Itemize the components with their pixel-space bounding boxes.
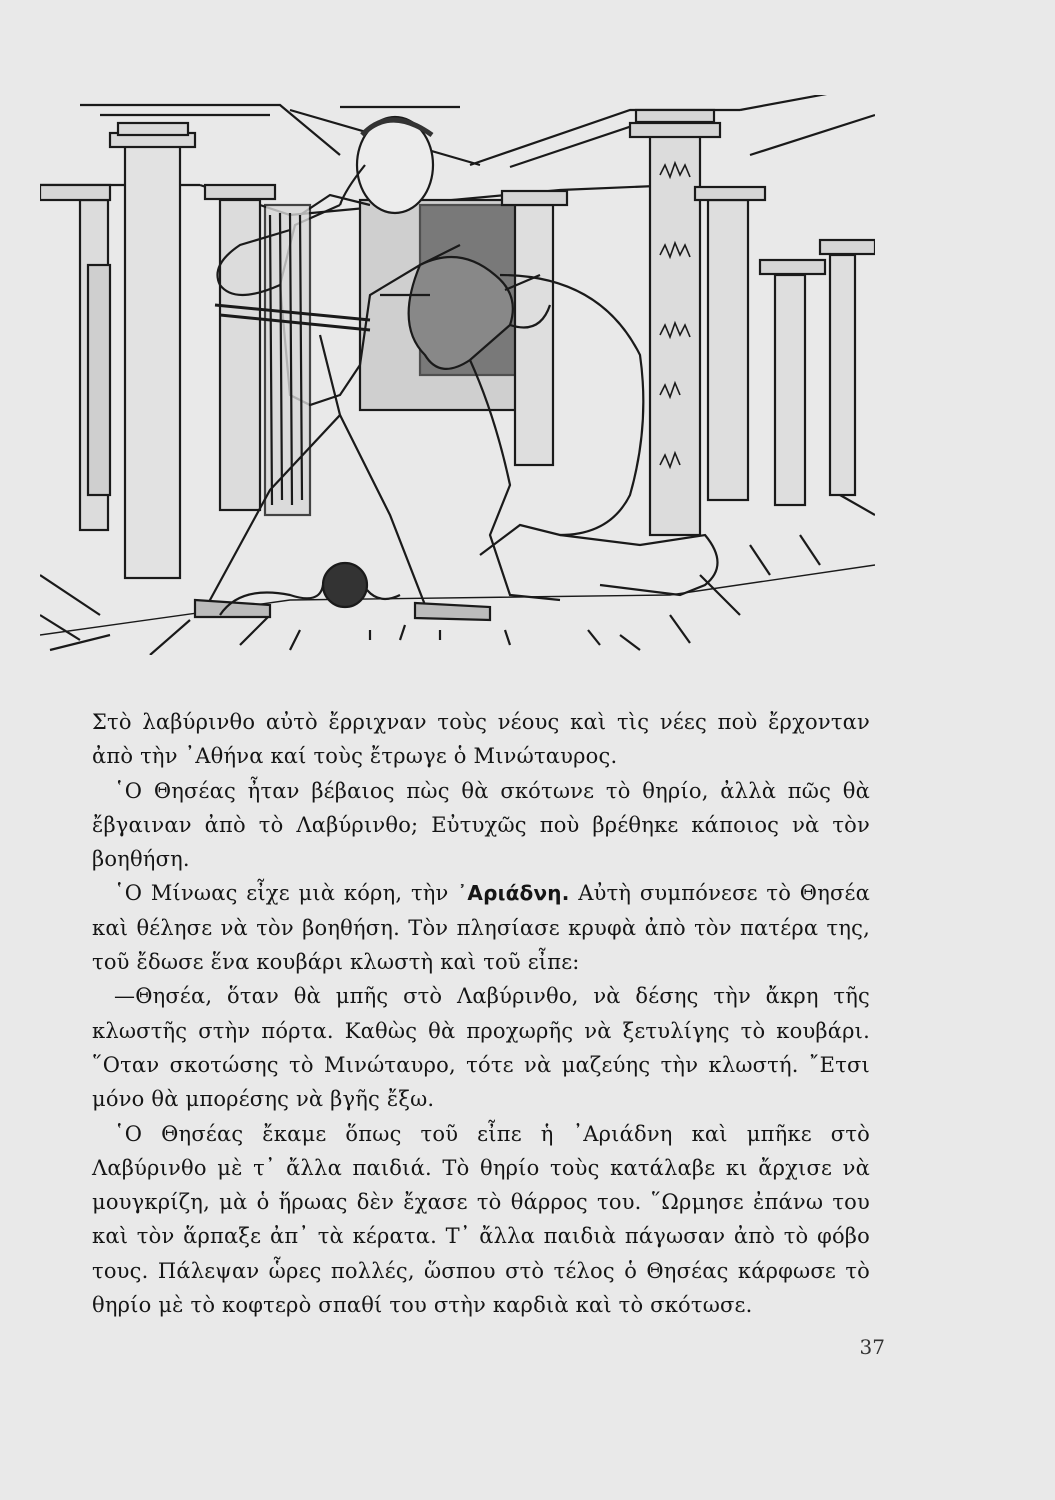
paragraph-3 [92, 876, 870, 979]
paragraph-1: Στὸ λαβύρινθο αὐτὸ ἔρριχναν τοὺς νέους καὶ τὶς νέες ποὺ ἔρχονταν ἀπὸ τὴν ᾿Αθήνα καί τοὺς ἔτρωγε ὁ Μινώταυρος. [92, 710, 870, 769]
ariadne-name: ᾿Αριάδνη. [457, 881, 570, 906]
page-number: 37 [859, 1335, 885, 1359]
paragraph-4: —Θησέα, ὅταν θὰ μπῆς στὸ Λαβύρινθο, νὰ δέσης τὴν ἄκρη τῆς κλωστῆς στὴν πόρτα. Καθὼς θὰ προχωρῆς νὰ ξετυλίγης τὸ κουβάρι. ῞Οταν σκοτώσης τὸ Μινώταυρο, τότε νὰ μαζεύης τὴν κλωστή. ῎Ετσι μόνο θὰ μπορέσης νὰ βγῆς ἔξω. [92, 984, 870, 1112]
paragraph-3-end: Αὐτὴ συμπόνεσε τὸ Θησέα καὶ θέλησε νὰ τὸν βοηθήση. Τὸν πλησίασε κρυφὰ ἀπὸ τὸν πατέρα της, τοῦ ἔδωσε ἕνα κουβάρι κλωστὴ καὶ τοῦ εἶπε: [92, 881, 870, 975]
paragraph-3-start: ῾Ο Μίνωας εἶχε μιὰ κόρη, τὴν [114, 881, 458, 906]
paragraph-5: ῾Ο Θησέας ἔκαμε ὅπως τοῦ εἶπε ἡ ᾿Αριάδνη καὶ μπῆκε στὸ Λαβύρινθο μὲ τ᾿ ἄλλα παιδιά. Τὸ θηρίο τοὺς κατάλαβε κι ἄρχισε νὰ μουγκρίζη, μὰ ὁ ἥρωας δὲν ἔχασε τὸ θάρρος του. ῞Ωρμησε ἐπάνω του καὶ τὸν ἅρπαξε ἀπ᾿ τὰ κέρατα. Τ᾿ ἄλλα παιδιὰ πάγωσαν ἀπὸ τὸ φόβο τους. Πάλεψαν ὧρες πολλές, ὥσπου στὸ τέλος ὁ Θησέας κάρφωσε τὸ θηρίο μὲ τὸ κοφτερὸ σπαθί του στὴν καρδιὰ καὶ τὸ σκότωσε. [92, 1121, 870, 1318]
theseus-minotaur-illustration [40, 95, 875, 655]
story-text [92, 705, 870, 1322]
paragraph-2: ῾Ο Θησέας ἦταν βέβαιος πὼς θὰ σκότωνε τὸ θηρίο, ἀλλὰ πῶς θὰ ἔβγαιναν ἀπὸ τὸ Λαβύρινθο; Εὐτυχῶς ποὺ βρέθηκε κάποιος νὰ τὸν βοηθήση. [92, 778, 870, 872]
